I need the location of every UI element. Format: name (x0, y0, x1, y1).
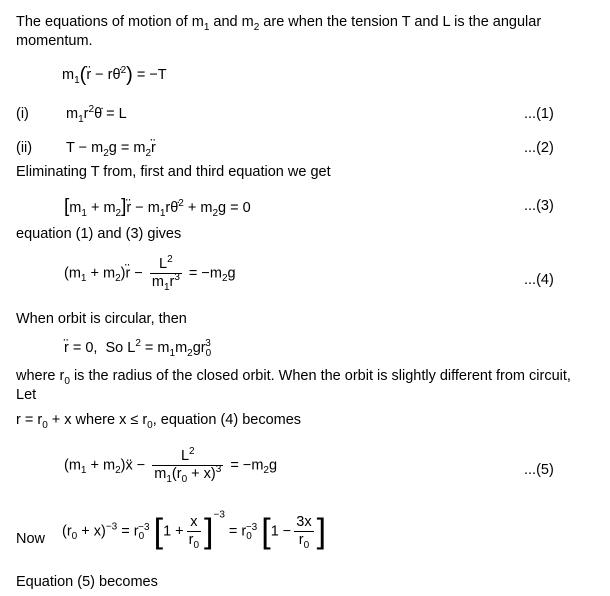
tag-2: ...(2) (524, 140, 554, 156)
equation-4: ($m_1$ + $m_2)r̈$ − $\frac{L^2}{m_1r^3}$ = $-m_2g$ (64, 254, 236, 293)
intro-sub-2: 2 (253, 21, 260, 33)
circular-text: When orbit is circular, then (16, 311, 187, 327)
intro-line-1 (16, 14, 542, 33)
intro-text-d: momentum. (16, 33, 93, 49)
r-eq-a: r = r (16, 412, 43, 428)
intro-line-2 (16, 33, 93, 49)
r-eq-b: + x where x ≤ r (47, 412, 148, 428)
intro-text-b: and m (209, 14, 254, 30)
eq5-becomes-text: Equation (5) becomes (16, 574, 158, 590)
r-eq-sub-b: 0 (147, 419, 153, 431)
eq13-text: equation (1) and (3) gives (16, 226, 182, 242)
tag-4: ...(4) (524, 272, 554, 288)
where-r0-sub: 0 (64, 375, 70, 387)
where-r0-line (16, 368, 571, 387)
let-text: Let (16, 387, 37, 403)
where-r0-a: where r (16, 368, 65, 384)
fraction-x-over-r0-a: $\frac{x}{r_0}$ (188, 514, 200, 551)
tag-1: ...(1) (524, 106, 554, 122)
intro-sub-1: 1 (203, 21, 210, 33)
r-eq-sub-a: 0 (42, 419, 48, 431)
label-ii: (ii) (16, 140, 33, 156)
equation-radial: $m_1(r̈$ − rθ̇$^2$) = −T (62, 64, 167, 86)
eliminating-text: Eliminating T from, first and third equation we get (16, 164, 331, 180)
fraction-3x-over-r0: $\frac{3x}{r_0}$ (296, 514, 312, 551)
r-eq-line (16, 412, 302, 431)
equation-1: $m_1r^2\thetȧ = L$ (66, 104, 127, 125)
r-eq-c: , equation (4) becomes (152, 412, 302, 428)
where-r0-b: is the radius of the closed orbit. When the orbit is slightly different from circuit, (69, 368, 571, 384)
label-i: (i) (16, 106, 29, 122)
equation-5: ($m_1$ + $m_2)ẍ$ − $\frac{L^2}{m_1(r_0 + x)^3}$ = $-m_2g$ (64, 446, 278, 485)
now-text: Now (16, 531, 46, 547)
tag-5: ...(5) (524, 462, 554, 478)
equation-2: $T - m_2g$ = $m_2r̈$ (66, 140, 156, 159)
intro-text-c: are when the tension T and L is the angular (259, 14, 542, 30)
equation-3: [$m_1$ + $m_2]r̈$ − $m_1r\thetȧ^2 + m_2g = 0$ (64, 196, 251, 219)
tag-3: ...(3) (524, 198, 554, 214)
equation-circular: r̈ = 0, So $L^2 = m_1m_2gr_0^3$ (64, 338, 212, 359)
fraction-L2-over-m1r3: $\frac{L^2}{m_1r^3}$ (151, 254, 180, 293)
equation-expansion: $(r_0 + x)^{-3} = r_0^{-3}$ [1 + $\frac{x}{r_0}$ ]$^{-3} = r_0^{-3}$ [1 − $\frac{3x}{r_0}$ ] (62, 509, 327, 551)
fraction-L2-over-m1-r0x3: $\frac{L^2}{m_1(r_0 + x)^3}$ (154, 446, 222, 485)
intro-text-a: The equations of motion of m (16, 14, 204, 30)
